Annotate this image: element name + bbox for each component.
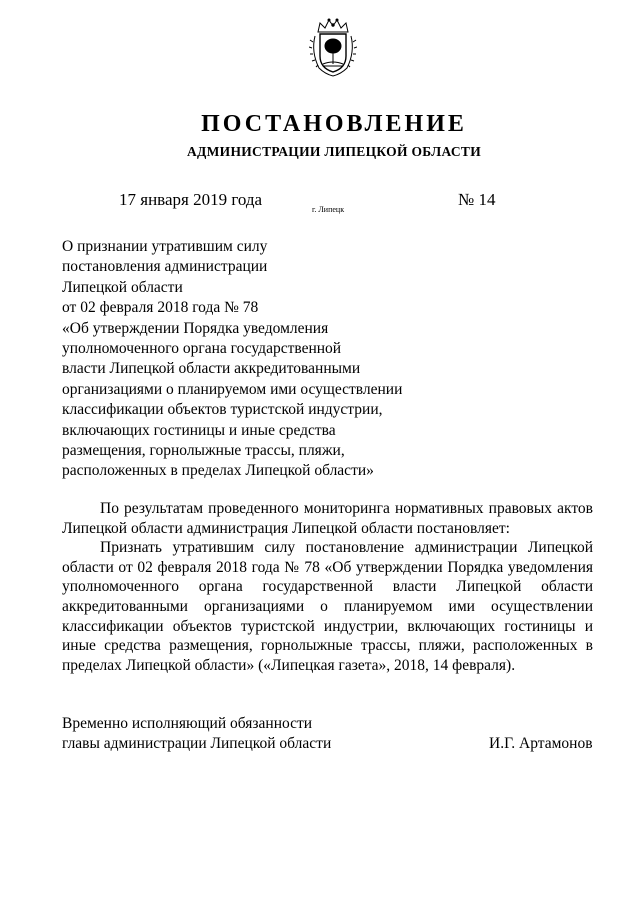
heading-line: классификации объектов туристской индустрии,: [62, 401, 383, 419]
document-body: [62, 499, 593, 675]
heading-line: О признании утратившим силу: [62, 238, 268, 255]
signatory-position-line: Временно исполняющий обязанности: [62, 715, 313, 732]
heading-line: власти Липецкой области аккредитованными: [62, 360, 361, 378]
heading-line: включающих гостиницы и иные средства: [62, 421, 336, 439]
heading-line: размещения, горнолыжные трассы, пляжи,: [62, 442, 345, 460]
heading-line: организациями о планируемом ими осуществлении: [62, 380, 403, 398]
document-title: ПОСТАНОВЛЕНИЕ: [201, 111, 467, 137]
heading-line: Липецкой области: [62, 278, 183, 296]
document-place: г. Липецк: [312, 205, 345, 214]
heading-line: уполномоченного органа государственной: [62, 340, 342, 358]
document-date: 17 января 2019 года: [119, 190, 263, 209]
coat-of-arms-icon: [309, 18, 357, 80]
document-subtitle: АДМИНИСТРАЦИИ ЛИПЕЦКОЙ ОБЛАСТИ: [186, 144, 482, 159]
signatory-name: И.Г. Артамонов: [489, 735, 593, 752]
heading-line: расположенных в пределах Липецкой области»: [62, 462, 374, 480]
document-heading: [62, 237, 422, 482]
signatory-position: [62, 714, 331, 754]
body-paragraph: По результатам проведенного мониторинга нормативных правовых актов Липецкой области администрация Липецкой области постановляет:: [62, 500, 593, 537]
heading-line: постановления администрации: [62, 258, 268, 276]
body-paragraph: Признать утратившим силу постановление администрации Липецкой области от 02 февраля 2018 года № 78 «Об утверждении Порядка уведомления уполномоченного органа государственной власти Липецкой области аккредитованными организациями о планируемом ими осуществлении классификации объектов туристской индустрии, включающих гостиницы и иные средства размещения, горнолыжные трассы, пляжи, расположенных в пределах Липецкой области» («Липецкая газета», 2018, 14 февраля).: [62, 539, 593, 674]
heading-line: «Об утверждении Порядка уведомления: [62, 319, 329, 337]
document-number: № 14: [458, 190, 496, 209]
heading-line: от 02 февраля 2018 года № 78: [62, 299, 259, 317]
signatory-position-line: главы администрации Липецкой области: [62, 735, 332, 752]
